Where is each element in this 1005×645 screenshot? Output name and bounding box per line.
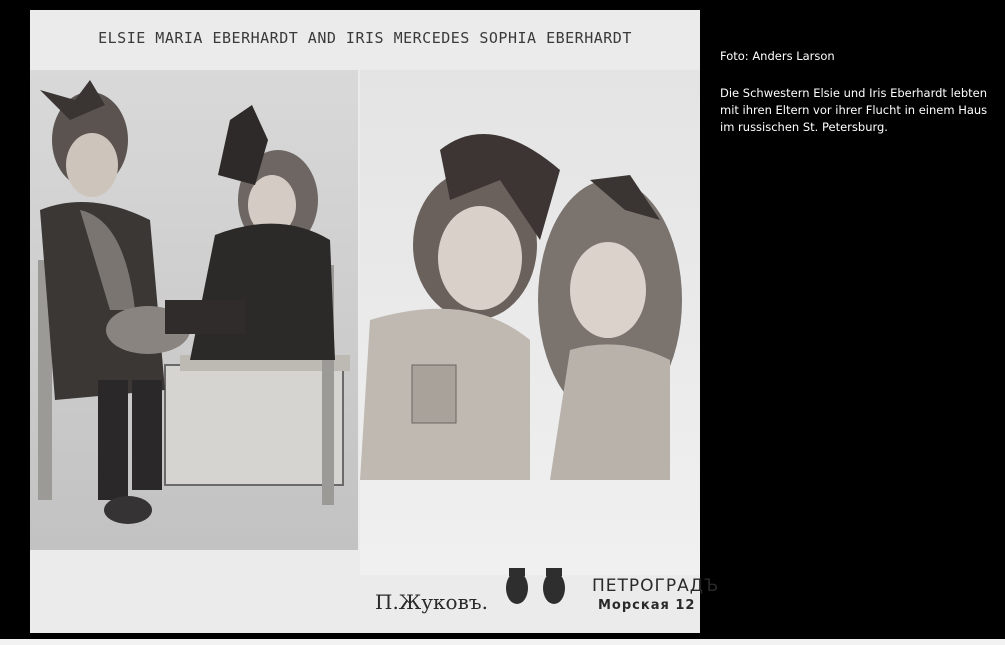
- bottom-divider: [0, 639, 1005, 645]
- photo-caption-panel: [720, 48, 998, 136]
- city-stamp: ПЕТРОГРАДЪ: [592, 576, 720, 596]
- photo-caption-title: ELSIE MARIA EBERHARDT AND IRIS MERCEDES SOPHIA EBERHARDT: [98, 29, 632, 47]
- photo-credit: Foto: Anders Larson: [720, 49, 835, 63]
- studio-stamp: П.Жуковъ.: [375, 590, 488, 614]
- crest-icon: [506, 568, 528, 604]
- photo-illustration: [30, 10, 700, 633]
- address-stamp: Морская 12: [598, 598, 696, 613]
- crest-icon: [543, 568, 565, 604]
- historical-photo[interactable]: [30, 10, 720, 633]
- photo-description: Die Schwestern Elsie und Iris Eberhardt lebten mit ihren Eltern vor ihrer Flucht in einem Haus im russischen St. Petersburg.: [720, 86, 988, 134]
